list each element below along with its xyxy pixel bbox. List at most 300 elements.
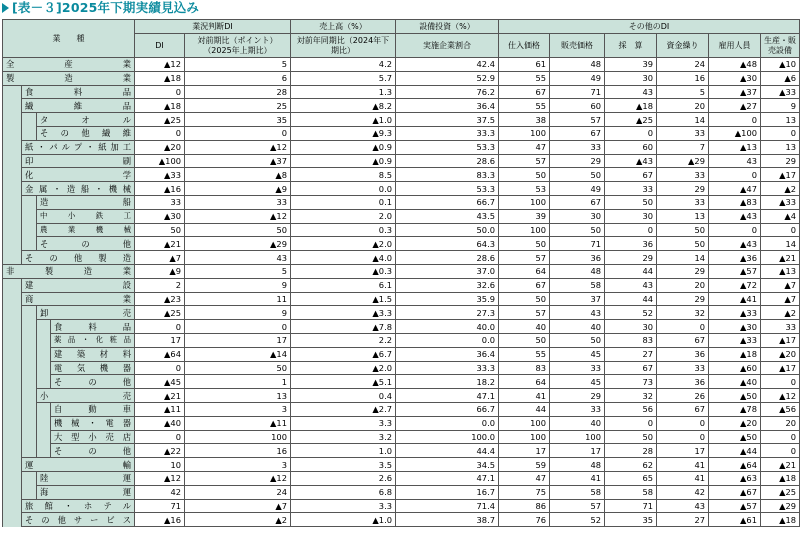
value-cell: ▲57 (709, 264, 761, 278)
indent-cell (3, 471, 22, 485)
indent-cell (3, 416, 22, 430)
value-cell: ▲2 (185, 513, 291, 527)
row-label: 繊 維 品 (22, 99, 135, 113)
table-row (3, 402, 800, 416)
value-cell: 9 (185, 306, 291, 320)
value-cell: 33.3 (396, 361, 499, 375)
value-cell: 60 (605, 140, 657, 154)
value-cell: 50 (605, 195, 657, 209)
value-cell: 48 (550, 458, 605, 472)
row-label: その他サービス (22, 513, 135, 527)
value-cell: ▲78 (709, 402, 761, 416)
row-label: 製 造 業 (3, 71, 135, 85)
indent-cell (3, 347, 22, 361)
indent-cell (3, 402, 22, 416)
row-label: 運 輸 (22, 458, 135, 472)
table-row (3, 264, 800, 278)
header-group-other: その他のDI (499, 20, 800, 34)
header-cash-flow: 資金繰り (657, 34, 709, 58)
value-cell: 55 (499, 71, 550, 85)
value-cell: 14 (657, 251, 709, 265)
row-label: 建築材料 (51, 347, 135, 361)
indent-cell (37, 444, 51, 458)
value-cell: ▲1.0 (291, 513, 396, 527)
value-cell: 52 (550, 513, 605, 527)
value-cell: ▲1.0 (291, 113, 396, 127)
value-cell: ▲29 (185, 237, 291, 251)
indent-cell (37, 333, 51, 347)
value-cell: ▲12 (135, 58, 185, 72)
value-cell: 0 (657, 430, 709, 444)
value-cell: ▲20 (135, 140, 185, 154)
value-cell: 1.0 (291, 444, 396, 458)
indent-cell (22, 430, 37, 444)
table-row (3, 499, 800, 513)
value-cell: ▲60 (709, 361, 761, 375)
value-cell: 32.6 (396, 278, 499, 292)
value-cell: ▲48 (709, 58, 761, 72)
value-cell: 29 (605, 251, 657, 265)
value-cell: ▲2 (761, 182, 800, 196)
value-cell: 57 (499, 306, 550, 320)
value-cell: ▲11 (135, 402, 185, 416)
value-cell: ▲2 (761, 306, 800, 320)
value-cell: 66.7 (396, 402, 499, 416)
table-row (3, 113, 800, 127)
value-cell: 33 (550, 402, 605, 416)
value-cell: ▲7 (135, 251, 185, 265)
value-cell: 28.6 (396, 154, 499, 168)
table-row (3, 430, 800, 444)
value-cell: ▲12 (185, 209, 291, 223)
value-cell: 0 (135, 320, 185, 334)
value-cell: 5.7 (291, 71, 396, 85)
indent-cell (22, 416, 37, 430)
header-di: DI (135, 34, 185, 58)
value-cell: 61 (499, 58, 550, 72)
value-cell: 30 (605, 71, 657, 85)
indent-cell (37, 430, 51, 444)
value-cell: ▲8.2 (291, 99, 396, 113)
value-cell: 0 (135, 85, 185, 99)
value-cell: 0 (709, 113, 761, 127)
value-cell: 34.5 (396, 458, 499, 472)
value-cell: 42.4 (396, 58, 499, 72)
value-cell: 0.0 (396, 416, 499, 430)
indent-cell (22, 361, 37, 375)
value-cell: ▲61 (709, 513, 761, 527)
value-cell: 20 (761, 416, 800, 430)
table-row (3, 195, 800, 209)
value-cell: 8.5 (291, 168, 396, 182)
value-cell: 100 (185, 430, 291, 444)
value-cell: 39 (605, 58, 657, 72)
value-cell: 41 (499, 389, 550, 403)
table-row (3, 278, 800, 292)
value-cell: 65 (605, 471, 657, 485)
value-cell: 27 (605, 347, 657, 361)
value-cell: ▲9.3 (291, 126, 396, 140)
value-cell: 50 (499, 168, 550, 182)
value-cell: 50 (135, 223, 185, 237)
value-cell: 41 (550, 471, 605, 485)
value-cell: 57 (550, 113, 605, 127)
value-cell: 40 (499, 320, 550, 334)
value-cell: 2 (135, 278, 185, 292)
value-cell: 10 (135, 458, 185, 472)
table-row (3, 154, 800, 168)
indent-cell (22, 195, 37, 209)
value-cell: 44.4 (396, 444, 499, 458)
table-row (3, 58, 800, 72)
value-cell: ▲7.8 (291, 320, 396, 334)
value-cell: 38.7 (396, 513, 499, 527)
value-cell: 17 (550, 444, 605, 458)
value-cell: 40 (550, 416, 605, 430)
value-cell: ▲16 (135, 182, 185, 196)
value-cell: ▲33 (761, 195, 800, 209)
value-cell: ▲27 (709, 99, 761, 113)
value-cell: 6 (185, 71, 291, 85)
value-cell: 0 (657, 320, 709, 334)
indent-cell (3, 168, 22, 182)
row-label: 印 刷 (22, 154, 135, 168)
table-row (3, 223, 800, 237)
value-cell: 5 (185, 264, 291, 278)
indent-cell (37, 320, 51, 334)
value-cell: 43 (657, 499, 709, 513)
indent-cell (3, 333, 22, 347)
value-cell: 28.6 (396, 251, 499, 265)
header-di-change: 対前期比（ポイント）（2025年上期比） (185, 34, 291, 58)
value-cell: 100 (499, 430, 550, 444)
value-cell: ▲29 (657, 154, 709, 168)
value-cell: 32 (605, 389, 657, 403)
row-label: そ の 他 (51, 444, 135, 458)
value-cell: ▲37 (185, 154, 291, 168)
value-cell: ▲63 (709, 471, 761, 485)
value-cell: ▲6 (761, 71, 800, 85)
value-cell: 60 (550, 99, 605, 113)
row-label: 陸 運 (37, 471, 135, 485)
value-cell: 16.7 (396, 485, 499, 499)
value-cell: ▲9 (185, 182, 291, 196)
value-cell: ▲14 (185, 347, 291, 361)
row-label: 金属・造船・機械 (22, 182, 135, 196)
value-cell: 67 (550, 195, 605, 209)
value-cell: 36.4 (396, 347, 499, 361)
row-label: その他製造 (22, 251, 135, 265)
value-cell: ▲100 (135, 154, 185, 168)
table-row (3, 140, 800, 154)
table-row (3, 471, 800, 485)
table-row (3, 209, 800, 223)
value-cell: 35 (605, 513, 657, 527)
value-cell: 67 (499, 85, 550, 99)
value-cell: 40 (550, 320, 605, 334)
header-group-capex: 設備投資（%） (396, 20, 499, 34)
row-label: 自 動 車 (51, 402, 135, 416)
value-cell: 37 (550, 292, 605, 306)
value-cell: ▲36 (709, 251, 761, 265)
value-cell: 33 (550, 361, 605, 375)
indent-cell (37, 375, 51, 389)
value-cell: 50 (499, 237, 550, 251)
value-cell: ▲2.0 (291, 237, 396, 251)
header-employment: 雇用人員 (709, 34, 761, 58)
indent-cell (3, 444, 22, 458)
value-cell: 0 (185, 126, 291, 140)
row-label: 中 小 鉄 工 (37, 209, 135, 223)
value-cell: ▲0.3 (291, 264, 396, 278)
row-label: そ の 他 (51, 375, 135, 389)
value-cell: 35 (185, 113, 291, 127)
value-cell: 83 (605, 333, 657, 347)
value-cell: ▲12 (185, 471, 291, 485)
value-cell: 37.5 (396, 113, 499, 127)
value-cell: 29 (550, 389, 605, 403)
value-cell: 0 (605, 126, 657, 140)
value-cell: 71 (135, 499, 185, 513)
value-cell: 53 (499, 182, 550, 196)
value-cell: 55 (499, 99, 550, 113)
value-cell: 76.2 (396, 85, 499, 99)
value-cell: 0 (709, 168, 761, 182)
value-cell: 17 (135, 333, 185, 347)
value-cell: 9 (761, 99, 800, 113)
table-row (3, 292, 800, 306)
header-capacity: 生産・販売設備 (761, 34, 800, 58)
value-cell: 45 (550, 347, 605, 361)
value-cell: ▲43 (605, 154, 657, 168)
header-selling-price: 販売価格 (550, 34, 605, 58)
value-cell: 16 (657, 71, 709, 85)
value-cell: 71.4 (396, 499, 499, 513)
value-cell: ▲40 (709, 375, 761, 389)
value-cell: 33 (657, 126, 709, 140)
value-cell: 20 (657, 99, 709, 113)
value-cell: 6.1 (291, 278, 396, 292)
value-cell: ▲2.7 (291, 402, 396, 416)
indent-cell (22, 223, 37, 237)
value-cell: 75 (499, 485, 550, 499)
value-cell: 0 (605, 416, 657, 430)
value-cell: ▲30 (709, 71, 761, 85)
header-profitability: 採 算 (605, 34, 657, 58)
value-cell: 36 (550, 251, 605, 265)
row-label: 商 業 (22, 292, 135, 306)
indent-cell (37, 402, 51, 416)
value-cell: 0.1 (291, 195, 396, 209)
value-cell: 0.4 (291, 389, 396, 403)
indent-cell (3, 320, 22, 334)
value-cell: 1 (185, 375, 291, 389)
value-cell: 43 (185, 251, 291, 265)
value-cell: 13 (185, 389, 291, 403)
value-cell: 1.3 (291, 85, 396, 99)
value-cell: ▲7 (761, 278, 800, 292)
value-cell: 42 (135, 485, 185, 499)
value-cell: ▲21 (135, 237, 185, 251)
value-cell: 52 (605, 306, 657, 320)
indent-cell (3, 182, 22, 196)
value-cell: ▲17 (761, 168, 800, 182)
value-cell: 13 (657, 209, 709, 223)
value-cell: ▲43 (709, 237, 761, 251)
header-group-sales: 売上高（%） (291, 20, 396, 34)
value-cell: 67 (605, 361, 657, 375)
value-cell: ▲41 (709, 292, 761, 306)
value-cell: 50 (550, 223, 605, 237)
triangle-bullet-icon (2, 3, 9, 13)
value-cell: 64.3 (396, 237, 499, 251)
value-cell: 45 (550, 375, 605, 389)
value-cell: 53.3 (396, 140, 499, 154)
value-cell: 50 (185, 223, 291, 237)
indent-cell (3, 154, 22, 168)
row-label: その他繊維 (37, 126, 135, 140)
row-label: 大型小売店 (51, 430, 135, 444)
row-label: 電気機器 (51, 361, 135, 375)
value-cell: 0 (135, 361, 185, 375)
table-title-text: [表－３]2025年下期実績見込み (12, 0, 200, 15)
value-cell: ▲25 (135, 306, 185, 320)
indent-cell (3, 389, 22, 403)
row-label: 全 産 業 (3, 58, 135, 72)
value-cell: ▲12 (761, 389, 800, 403)
indent-cell (22, 444, 37, 458)
value-cell: ▲12 (185, 140, 291, 154)
value-cell: 33 (657, 168, 709, 182)
value-cell: ▲3.3 (291, 306, 396, 320)
value-cell: 5 (657, 85, 709, 99)
indent-cell (3, 458, 22, 472)
table-row (3, 333, 800, 347)
value-cell: 50 (550, 168, 605, 182)
value-cell: ▲33 (709, 333, 761, 347)
indent-cell (22, 209, 37, 223)
value-cell: ▲6.7 (291, 347, 396, 361)
indent-cell (3, 499, 22, 513)
indent-cell (3, 140, 22, 154)
indent-cell (3, 306, 22, 320)
indent-cell (22, 471, 37, 485)
value-cell: ▲7 (185, 499, 291, 513)
value-cell: ▲30 (709, 320, 761, 334)
value-cell: ▲33 (135, 168, 185, 182)
value-cell: 64 (499, 375, 550, 389)
value-cell: 57 (550, 499, 605, 513)
value-cell: ▲13 (761, 264, 800, 278)
table-row (3, 389, 800, 403)
value-cell: 13 (761, 140, 800, 154)
value-cell: 0 (135, 430, 185, 444)
value-cell: 50 (550, 333, 605, 347)
indent-cell (3, 209, 22, 223)
value-cell: 52.9 (396, 71, 499, 85)
value-cell: ▲47 (709, 182, 761, 196)
value-cell: 28 (605, 444, 657, 458)
value-cell: 29 (761, 154, 800, 168)
row-label: 建 設 (22, 278, 135, 292)
value-cell: 25 (185, 99, 291, 113)
value-cell: 67 (550, 126, 605, 140)
table-header (3, 20, 800, 58)
value-cell: 3 (185, 458, 291, 472)
value-cell: 43.5 (396, 209, 499, 223)
value-cell: ▲10 (761, 58, 800, 72)
value-cell: 5 (185, 58, 291, 72)
value-cell: 33 (185, 195, 291, 209)
indent-cell (3, 99, 22, 113)
table-row (3, 444, 800, 458)
value-cell: ▲16 (135, 513, 185, 527)
value-cell: 100 (499, 195, 550, 209)
value-cell: 0.0 (396, 333, 499, 347)
value-cell: 59 (499, 458, 550, 472)
value-cell: ▲83 (709, 195, 761, 209)
row-label: 非 製 造 業 (3, 264, 135, 278)
indent-cell (3, 237, 22, 251)
table-row (3, 513, 800, 527)
value-cell: ▲56 (761, 402, 800, 416)
header-purchase-price: 仕入価格 (499, 34, 550, 58)
value-cell: ▲20 (709, 416, 761, 430)
value-cell: 2.2 (291, 333, 396, 347)
value-cell: ▲25 (135, 113, 185, 127)
row-label: 旅館・ホテル (22, 499, 135, 513)
value-cell: 100 (499, 126, 550, 140)
value-cell: 37.0 (396, 264, 499, 278)
indent-cell (3, 251, 22, 265)
row-label: 化 学 (22, 168, 135, 182)
value-cell: 33 (550, 140, 605, 154)
value-cell: 57 (499, 251, 550, 265)
indent-cell (37, 347, 51, 361)
value-cell: ▲18 (135, 99, 185, 113)
value-cell: ▲64 (709, 458, 761, 472)
value-cell: 36 (605, 237, 657, 251)
indent-cell (22, 485, 37, 499)
indent-cell (22, 320, 37, 334)
value-cell: ▲13 (709, 140, 761, 154)
value-cell: 0 (761, 375, 800, 389)
value-cell: ▲7 (761, 292, 800, 306)
value-cell: 0 (135, 126, 185, 140)
value-cell: 2.0 (291, 209, 396, 223)
value-cell: ▲25 (761, 485, 800, 499)
table-title (2, 0, 199, 16)
value-cell: 67 (499, 278, 550, 292)
value-cell: ▲72 (709, 278, 761, 292)
value-cell: ▲0.9 (291, 154, 396, 168)
value-cell: 17 (499, 444, 550, 458)
value-cell: 0 (761, 126, 800, 140)
indent-cell (3, 513, 22, 527)
value-cell: 36 (657, 347, 709, 361)
value-cell: 100 (550, 430, 605, 444)
value-cell: 42 (657, 485, 709, 499)
value-cell: 50 (605, 430, 657, 444)
value-cell: ▲4.0 (291, 251, 396, 265)
value-cell: ▲43 (709, 209, 761, 223)
value-cell: ▲33 (761, 85, 800, 99)
value-cell: 17 (657, 444, 709, 458)
value-cell: 36.4 (396, 99, 499, 113)
row-label: 農 業 機 械 (37, 223, 135, 237)
row-label: 海 運 (37, 485, 135, 499)
value-cell: 14 (657, 113, 709, 127)
